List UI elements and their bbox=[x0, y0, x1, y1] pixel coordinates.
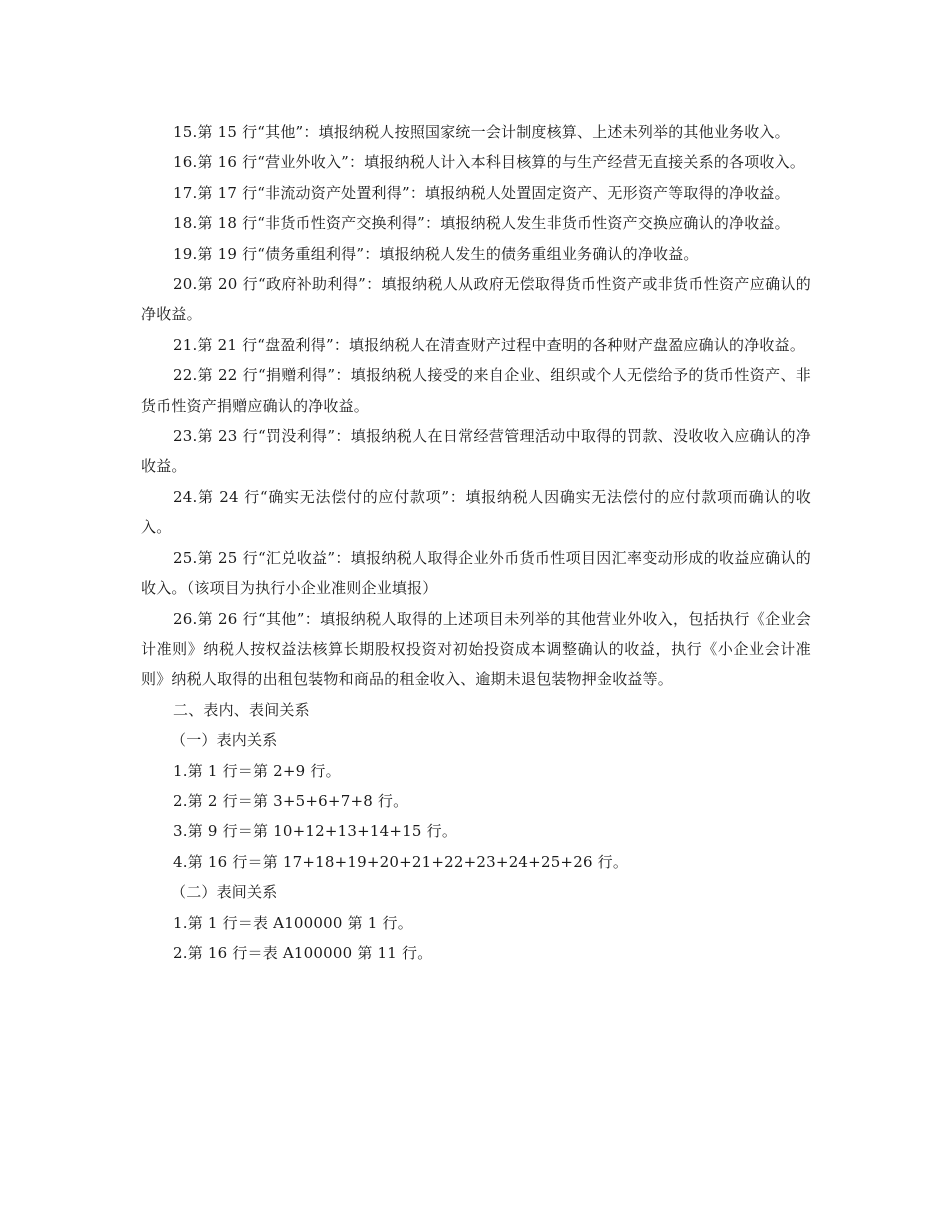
paragraph-row-26: 26.第 26 行“其他”：填报纳税人取得的上述项目未列举的其他营业外收入，包括执行《企业会计准则》纳税人按权益法核算长期股权投资对初始投资成本调整确认的收益，执行《小企业会计准则》纳税人取得的出租包装物和商品的租金收入、逾期未退包装物押金收益等。 bbox=[141, 609, 811, 689]
paragraph-row-22: 22.第 22 行“捐赠利得”：填报纳税人接受的来自企业、组织或个人无偿给予的货币性资产、非货币性资产捐赠应确认的净收益。 bbox=[141, 366, 811, 415]
within-table-item: 4.第 16 行＝第 17+18+19+20+21+22+23+24+25+26 行。 bbox=[173, 852, 629, 871]
paragraph-row-18: 18.第 18 行“非货币性资产交换利得”：填报纳税人发生非货币性资产交换应确认的净收益。 bbox=[173, 214, 790, 233]
within-table-item: 2.第 2 行＝第 3+5+6+7+8 行。 bbox=[173, 791, 409, 810]
within-table-heading: （一）表内关系 bbox=[171, 731, 278, 750]
paragraph-row-15: 15.第 15 行“其他”：填报纳税人按照国家统一会计制度核算、上述未列举的其他业务收入。 bbox=[173, 123, 790, 141]
section-heading: 二、表内、表间关系 bbox=[173, 700, 310, 719]
between-tables-item: 2.第 16 行＝表 A100000 第 11 行。 bbox=[173, 943, 433, 962]
paragraph-row-23: 23.第 23 行“罚没利得”：填报纳税人在日常经营管理活动中取得的罚款、没收收入应确认的净收益。 bbox=[141, 427, 811, 476]
within-table-item: 1.第 1 行＝第 2+9 行。 bbox=[173, 761, 341, 780]
paragraph-row-21: 21.第 21 行“盘盈利得”：填报纳税人在清查财产过程中查明的各种财产盘盈应确认的净收益。 bbox=[173, 335, 806, 354]
between-tables-item: 1.第 1 行＝表 A100000 第 1 行。 bbox=[173, 913, 413, 932]
paragraph-row-20: 20.第 20 行“政府补助利得”：填报纳税人从政府无偿取得货币性资产或非货币性资产应确认的净收益。 bbox=[141, 275, 811, 324]
paragraph-row-16: 16.第 16 行“营业外收入”：填报纳税人计入本科目核算的与生产经营无直接关系的各项收入。 bbox=[173, 153, 806, 172]
document-body bbox=[141, 117, 811, 968]
paragraph-row-24: 24.第 24 行“确实无法偿付的应付款项”：填报纳税人因确实无法偿付的应付款项而确认的收入。 bbox=[141, 487, 811, 537]
paragraph-row-25: 25.第 25 行“汇兑收益”：填报纳税人取得企业外币货币性项目因汇率变动形成的收益应确认的收入。（该项目为执行小企业准则企业填报） bbox=[141, 548, 811, 598]
within-table-item: 3.第 9 行＝第 10+12+13+14+15 行。 bbox=[173, 822, 458, 841]
between-tables-heading: （二）表间关系 bbox=[171, 883, 278, 902]
paragraph-row-17: 17.第 17 行“非流动资产处置利得”：填报纳税人处置固定资产、无形资产等取得的净收益。 bbox=[173, 183, 790, 202]
paragraph-row-19: 19.第 19 行“债务重组利得”：填报纳税人发生的债务重组业务确认的净收益。 bbox=[173, 244, 699, 263]
